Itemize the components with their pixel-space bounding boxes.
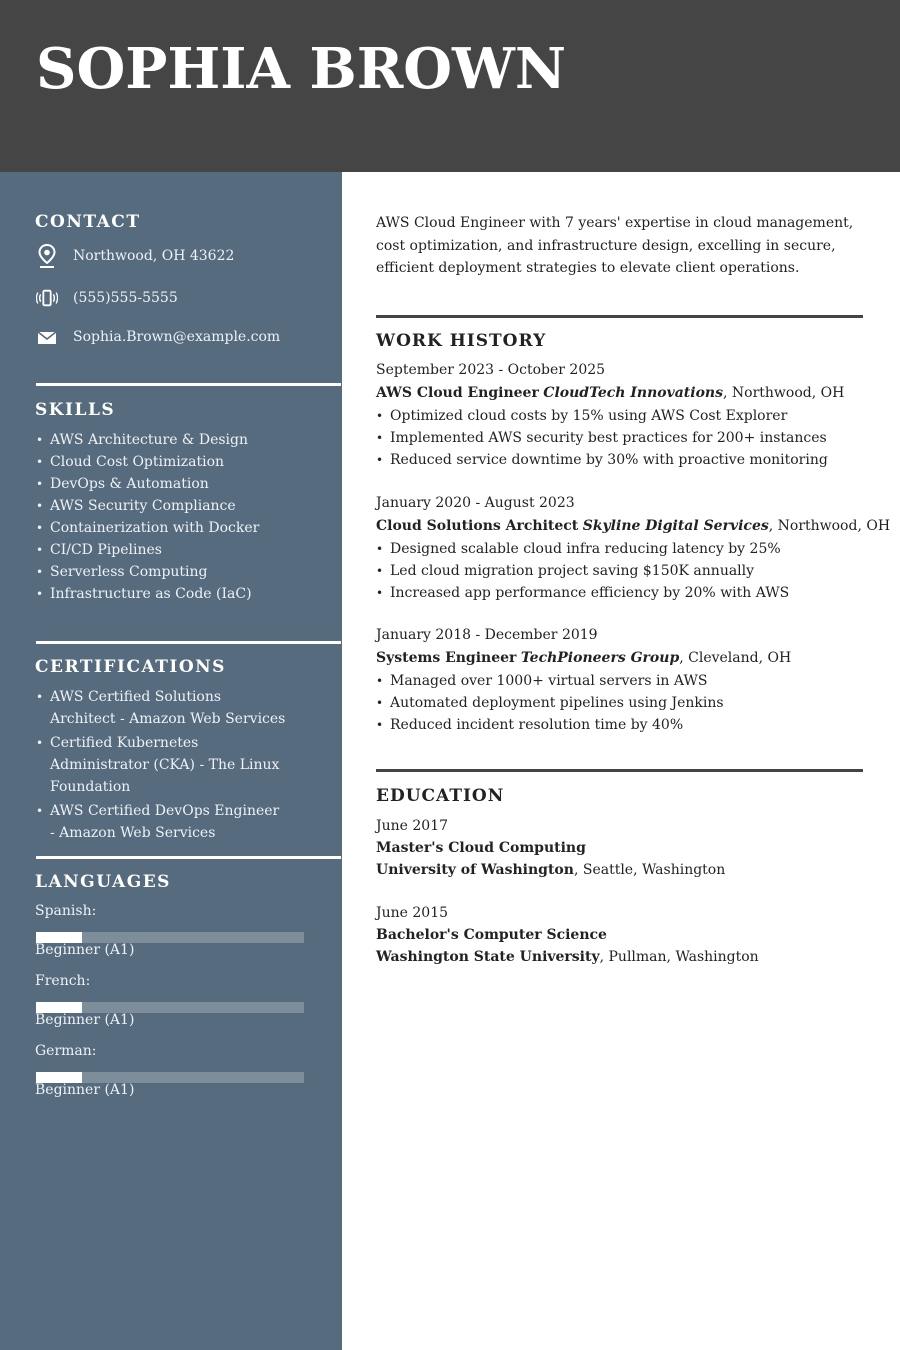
job-location: , Northwood, OH: [768, 518, 891, 534]
skill-item: • AWS Architecture & Design: [36, 429, 336, 451]
contact-phone: [36, 287, 178, 309]
education-school: Washington State University: [376, 949, 600, 965]
education-school-line: [376, 946, 866, 968]
envelope-icon: [36, 326, 58, 348]
job-role: [376, 381, 866, 405]
education-heading: EDUCATION: [376, 786, 505, 806]
contact-phone-text: (555)555-5555: [73, 290, 178, 306]
education-school: University of Washington: [376, 862, 574, 878]
education-location: , Seattle, Washington: [573, 862, 726, 878]
skills-list: [36, 429, 336, 605]
job-dates: January 2018 - December 2019: [376, 627, 598, 643]
professional-summary: AWS Cloud Engineer with 7 years' expertise in cloud management, cost optimization, and infrastructure design, excelling in secure, efficient deployment strategies to elevate client operations.: [376, 215, 854, 276]
education-location: , Pullman, Washington: [599, 949, 759, 965]
job-bullets: [376, 405, 866, 471]
education-date: June 2015: [376, 905, 449, 921]
skill-item: • AWS Security Compliance: [36, 495, 336, 517]
section-divider: [376, 769, 863, 772]
language-name: French:: [35, 973, 91, 989]
language-level: Beginner (A1): [35, 1082, 135, 1098]
skill-item: • Containerization with Docker: [36, 517, 336, 539]
language-name: Spanish:: [35, 903, 97, 919]
certification-item: • Certified Kubernetes Administrator (CKA) - The Linux Foundation: [36, 732, 286, 798]
education-degree: Master's Cloud Computing: [376, 840, 586, 856]
job-title: AWS Cloud Engineer: [376, 385, 539, 401]
job-company: CloudTech Innovations: [543, 385, 723, 401]
work-history-heading: WORK HISTORY: [376, 331, 547, 351]
job-entry: [376, 359, 866, 471]
job-bullet: • Led cloud migration project saving $150K annually: [376, 560, 866, 582]
skill-item: • DevOps & Automation: [36, 473, 336, 495]
location-pin-icon: [36, 245, 58, 267]
language-level: Beginner (A1): [35, 1012, 135, 1028]
certification-item: • AWS Certified DevOps Engineer - Amazon Web Services: [36, 800, 286, 844]
education-entry: [376, 815, 866, 881]
job-location: , Northwood, OH: [723, 385, 845, 401]
education-degree: Bachelor's Computer Science: [376, 927, 607, 943]
job-dates: September 2023 - October 2025: [376, 362, 606, 378]
job-bullet: • Reduced service downtime by 30% with proactive monitoring: [376, 449, 866, 471]
contact-location: [36, 245, 234, 267]
certifications-list: [36, 686, 286, 844]
job-title: Cloud Solutions Architect: [376, 518, 579, 534]
education-date: June 2017: [376, 818, 449, 834]
education-school-line: [376, 859, 866, 881]
job-bullet: • Automated deployment pipelines using Jenkins: [376, 692, 866, 714]
job-title: Systems Engineer: [376, 650, 517, 666]
language-level: Beginner (A1): [35, 942, 135, 958]
job-role: [376, 646, 866, 670]
sidebar-divider: [36, 383, 341, 386]
section-divider: [376, 315, 863, 318]
contact-email-text[interactable]: Sophia.Brown@example.com: [73, 329, 281, 345]
job-company: Skyline Digital Services: [582, 518, 769, 534]
sidebar-divider: [36, 641, 341, 644]
job-bullets: [376, 670, 866, 736]
skill-item: • CI/CD Pipelines: [36, 539, 336, 561]
skill-item: • Infrastructure as Code (IaC): [36, 583, 336, 605]
skill-item: • Cloud Cost Optimization: [36, 451, 336, 473]
job-bullet: • Increased app performance efficiency by 20% with AWS: [376, 582, 866, 604]
job-entry: [376, 492, 891, 604]
job-bullet: • Designed scalable cloud infra reducing latency by 25%: [376, 538, 866, 560]
sidebar-divider: [36, 856, 341, 859]
job-bullet: • Optimized cloud costs by 15% using AWS Cost Explorer: [376, 405, 866, 427]
certifications-heading: CERTIFICATIONS: [35, 657, 226, 677]
languages-heading: LANGUAGES: [35, 872, 171, 892]
contact-heading: CONTACT: [35, 212, 141, 232]
job-role: [376, 514, 891, 538]
job-bullet: • Implemented AWS security best practices for 200+ instances: [376, 427, 866, 449]
contact-email[interactable]: [36, 326, 280, 348]
candidate-name: SOPHIA BROWN: [36, 36, 567, 102]
job-bullet: • Reduced incident resolution time by 40%: [376, 714, 866, 736]
certification-item: • AWS Certified Solutions Architect - Amazon Web Services: [36, 686, 286, 730]
job-entry: [376, 624, 866, 736]
language-name: German:: [35, 1043, 97, 1059]
job-company: TechPioneers Group: [520, 650, 680, 666]
job-bullet: • Managed over 1000+ virtual servers in AWS: [376, 670, 866, 692]
phone-icon: [36, 287, 58, 309]
job-location: , Cleveland, OH: [679, 650, 792, 666]
contact-location-text: Northwood, OH 43622: [73, 248, 235, 264]
skills-heading: SKILLS: [35, 400, 116, 420]
header-banner: [0, 0, 900, 172]
job-dates: January 2020 - August 2023: [376, 495, 575, 511]
job-bullets: [376, 538, 866, 604]
skill-item: • Serverless Computing: [36, 561, 336, 583]
education-entry: [376, 902, 866, 968]
